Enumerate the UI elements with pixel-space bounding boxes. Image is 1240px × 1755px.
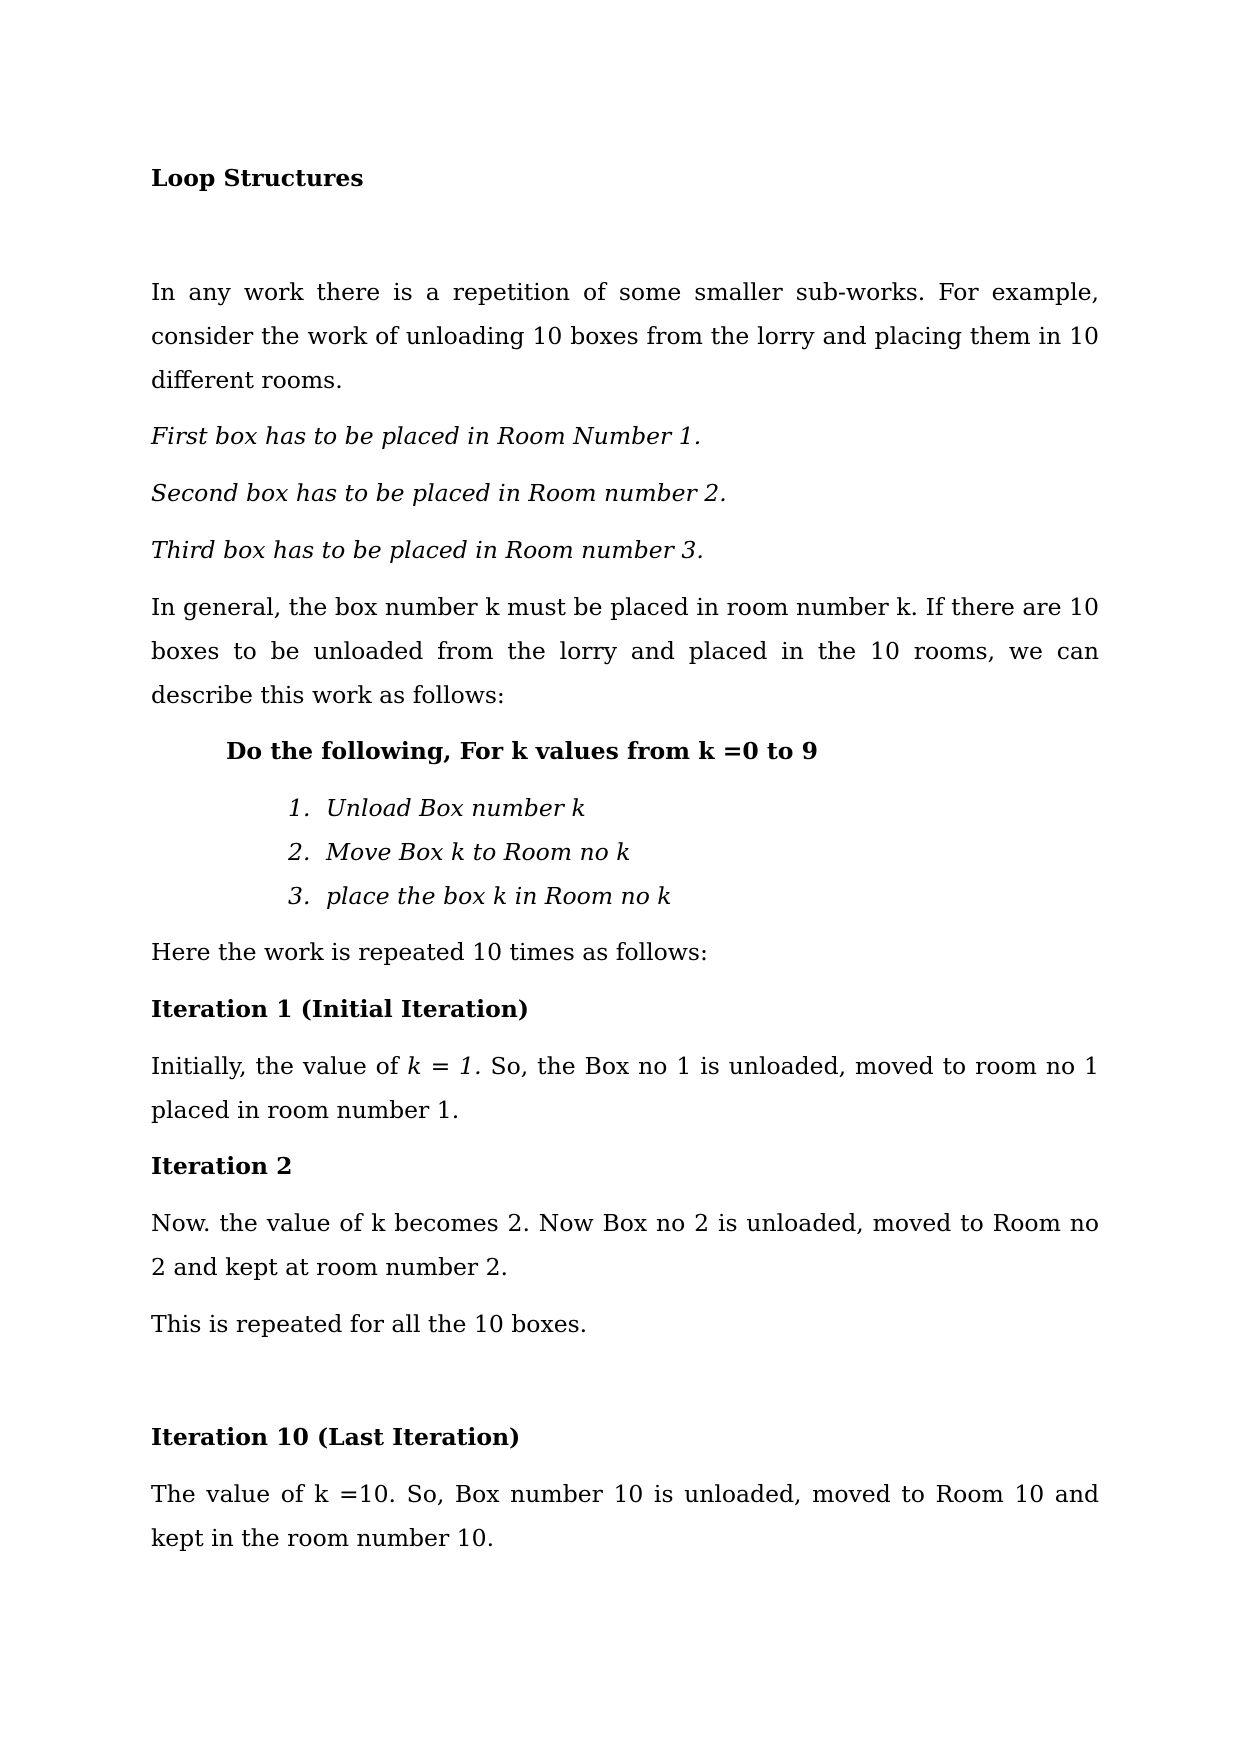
step-text: Move Box k to Room no k [326, 838, 631, 866]
loop-steps-list [288, 786, 672, 918]
repeat-paragraph: Here the work is repeated 10 times as follows: [151, 938, 708, 966]
iteration-10-heading: Iteration 10 (Last Iteration) [151, 1423, 521, 1451]
repeat-all-paragraph: This is repeated for all the 10 boxes. [151, 1310, 588, 1338]
iteration-2-heading: Iteration 2 [151, 1152, 293, 1180]
list-item [288, 874, 672, 918]
step-number: 3. [288, 882, 311, 910]
iteration-2-paragraph: Now. the value of k becomes 2. Now Box no 2 is unloaded, moved to Room no 2 and kept at room number 2. [151, 1209, 1099, 1281]
loop-heading: Do the following, For k values from k =0 to 9 [226, 737, 818, 765]
example-line-1: First box has to be placed in Room Number 1. [151, 422, 702, 450]
page-title: Loop Structures [151, 164, 364, 192]
step-text: Unload Box number k [326, 794, 586, 822]
iteration-1-text-b: So, the Box no 1 is unloaded, moved to room no 1 placed in room number 1. [151, 1052, 1099, 1124]
iteration-1-k-value: k = 1. [407, 1052, 482, 1080]
example-line-3: Third box has to be placed in Room number 3. [151, 536, 704, 564]
step-number: 2. [288, 838, 311, 866]
step-text: place the box k in Room no k [326, 882, 672, 910]
list-item [288, 830, 672, 874]
general-paragraph: In general, the box number k must be placed in room number k. If there are 10 boxes to be unloaded from the lorry and placed in the 10 rooms, we can describe this work as follows: [151, 593, 1099, 709]
iteration-1-heading: Iteration 1 (Initial Iteration) [151, 995, 529, 1023]
list-item [288, 786, 672, 830]
step-number: 1. [288, 794, 311, 822]
example-line-2: Second box has to be placed in Room number 2. [151, 479, 727, 507]
intro-paragraph: In any work there is a repetition of some smaller sub-works. For example, consider the work of unloading 10 boxes from the lorry and placing them in 10 different rooms. [151, 278, 1099, 394]
iteration-1-paragraph [151, 1044, 1099, 1132]
iteration-1-text-a: Initially, the value of [151, 1052, 408, 1080]
iteration-10-paragraph: The value of k =10. So, Box number 10 is unloaded, moved to Room 10 and kept in the room number 10. [151, 1480, 1099, 1552]
